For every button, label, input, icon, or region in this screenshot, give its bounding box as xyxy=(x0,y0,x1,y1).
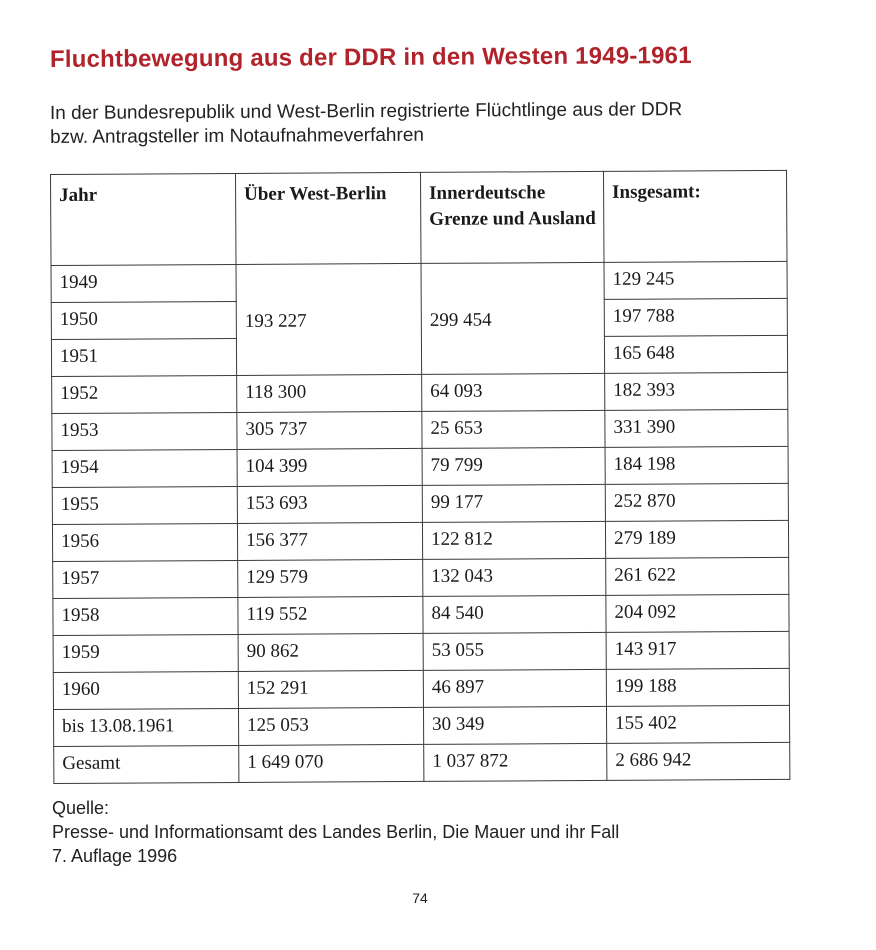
page-number: 74 xyxy=(412,890,428,906)
table-row xyxy=(53,668,789,709)
table-row xyxy=(51,261,787,302)
cell-grenze: 84 540 xyxy=(423,595,606,633)
cell-total: 199 188 xyxy=(606,668,789,706)
source-label: Quelle: xyxy=(52,798,110,818)
cell-total: 143 917 xyxy=(606,631,789,669)
subtitle-line: In der Bundesrepublik und West-Berlin registrierte Flüchtlinge aus der DDR xyxy=(49,99,683,125)
table-row xyxy=(52,520,788,561)
table-row xyxy=(52,409,788,450)
table-header-row xyxy=(51,170,787,265)
cell-west-berlin: 152 291 xyxy=(238,670,423,708)
cell-west-berlin: 119 552 xyxy=(238,596,423,634)
cell-total: 165 648 xyxy=(604,335,787,373)
cell-total: 129 245 xyxy=(604,261,787,299)
cell-grenze: 122 812 xyxy=(422,521,605,559)
cell-total: 279 189 xyxy=(605,520,788,558)
source-line: Presse- und Informationsamt des Landes Berlin, Die Mauer und ihr Fall xyxy=(52,822,620,842)
table-row xyxy=(52,483,788,524)
cell-west-berlin: 104 399 xyxy=(237,448,422,486)
cell-west-berlin: 129 579 xyxy=(238,559,423,597)
cell-total: 261 622 xyxy=(606,557,789,595)
cell-west-berlin: 118 300 xyxy=(237,374,422,412)
cell-total: 184 198 xyxy=(605,446,788,484)
cell-year: 1956 xyxy=(52,523,237,561)
cell-grenze: 25 653 xyxy=(422,410,605,448)
table-row xyxy=(52,446,788,487)
table-row-total xyxy=(54,742,790,783)
cell-total: 155 402 xyxy=(606,705,789,743)
cell-year: 1959 xyxy=(53,634,238,672)
cell-grenze: 46 897 xyxy=(423,669,606,707)
cell-year: 1952 xyxy=(52,375,237,413)
subtitle-line: bzw. Antragsteller im Notaufnahmeverfahren xyxy=(50,124,424,148)
cell-grenze: 1 037 872 xyxy=(424,743,607,781)
cell-grenze: 30 349 xyxy=(423,706,606,744)
table-row xyxy=(53,594,789,635)
cell-total: 197 788 xyxy=(604,298,787,336)
table-row xyxy=(53,557,789,598)
cell-grenze: 64 093 xyxy=(422,373,605,411)
cell-year: bis 13.08.1961 xyxy=(53,708,238,746)
cell-year: 1951 xyxy=(51,338,236,376)
cell-total: 331 390 xyxy=(605,409,788,447)
header-grenze: Innerdeutsche Grenze und Ausland xyxy=(420,171,604,263)
cell-west-berlin: 125 053 xyxy=(238,707,423,745)
refugee-table-wrapper xyxy=(50,170,790,784)
table-row xyxy=(53,631,789,672)
cell-west-berlin: 1 649 070 xyxy=(239,744,424,782)
cell-total: 2 686 942 xyxy=(607,742,790,780)
header-insgesamt: Insgesamt: xyxy=(603,170,787,262)
table-row xyxy=(53,705,789,746)
cell-total: 182 393 xyxy=(605,372,788,410)
cell-grenze: 99 177 xyxy=(422,484,605,522)
cell-grenze: 53 055 xyxy=(423,632,606,670)
source-line: 7. Auflage 1996 xyxy=(52,846,178,866)
cell-year: 1960 xyxy=(53,671,238,709)
refugee-table xyxy=(50,170,790,784)
cell-year: 1958 xyxy=(53,597,238,635)
cell-year: 1949 xyxy=(51,264,236,302)
cell-year: 1953 xyxy=(52,412,237,450)
header-jahr: Jahr xyxy=(51,173,237,265)
cell-west-berlin: 156 377 xyxy=(237,522,422,560)
cell-west-berlin: 305 737 xyxy=(237,411,422,449)
cell-year: 1955 xyxy=(52,486,237,524)
cell-west-berlin: 90 862 xyxy=(238,633,423,671)
cell-year: 1957 xyxy=(53,560,238,598)
cell-total: 252 870 xyxy=(605,483,788,521)
cell-west-berlin: 153 693 xyxy=(237,485,422,523)
cell-west-berlin-merged: 193 227 xyxy=(236,263,422,375)
page-title: Fluchtbewegung aus der DDR in den Westen 1949-1961 xyxy=(49,42,692,73)
cell-year: 1954 xyxy=(52,449,237,487)
table-row xyxy=(52,372,788,413)
header-west-berlin: Über West-Berlin xyxy=(235,172,421,264)
cell-grenze: 79 799 xyxy=(422,447,605,485)
cell-grenze: 132 043 xyxy=(423,558,606,596)
cell-total: 204 092 xyxy=(606,594,789,632)
cell-year: 1950 xyxy=(51,301,236,339)
subtitle xyxy=(50,97,820,150)
source-note xyxy=(52,796,812,868)
cell-year: Gesamt xyxy=(54,745,239,783)
cell-grenze-merged: 299 454 xyxy=(421,262,605,374)
